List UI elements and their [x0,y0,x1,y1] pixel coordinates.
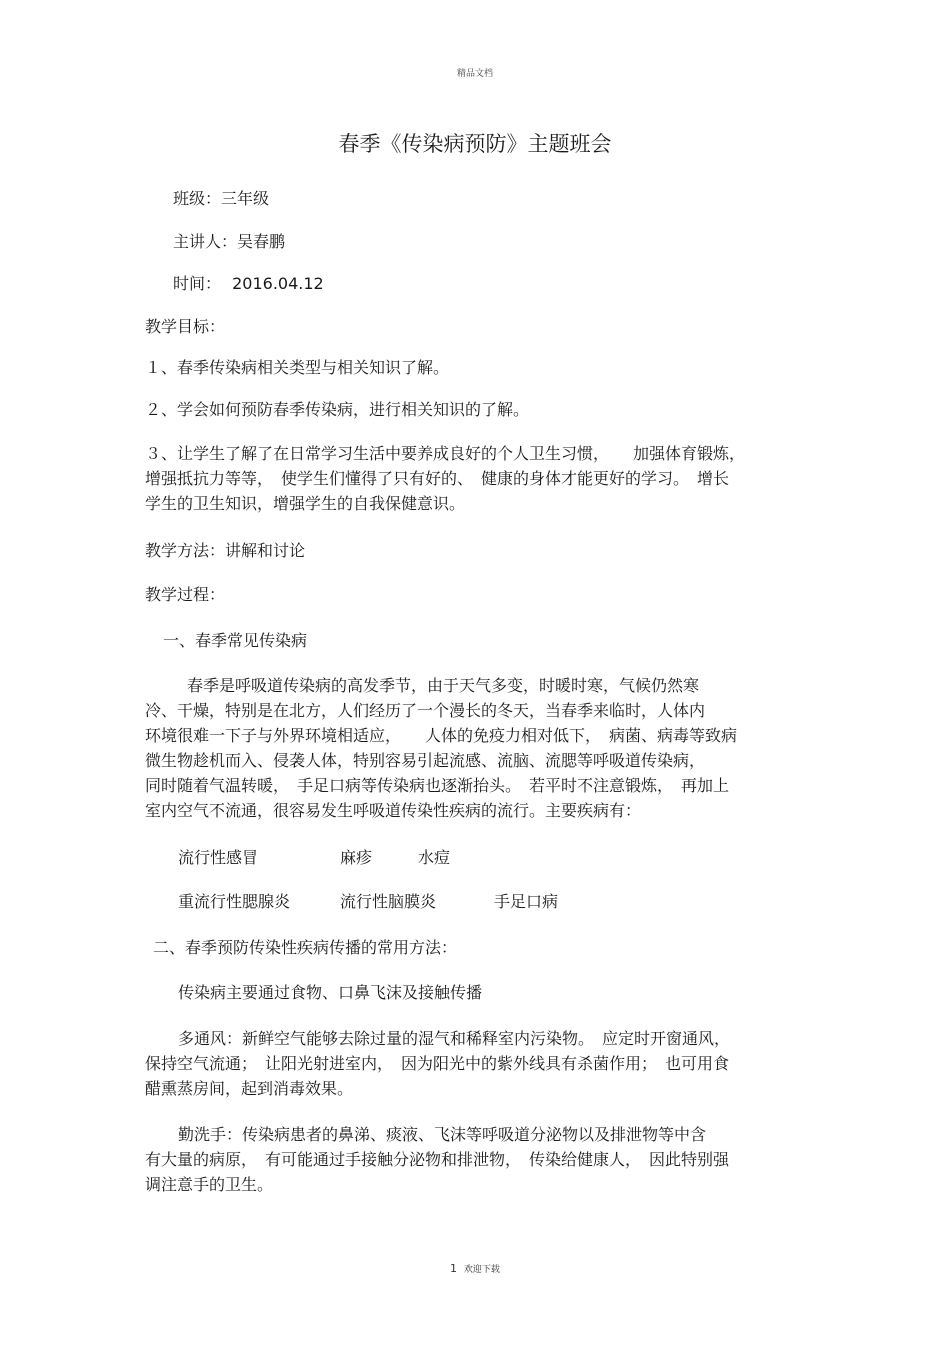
disease-measles: 麻疹 [340,848,373,867]
ventilation-line-3: 醋熏蒸房间，起到消毒效果。 [145,1079,354,1098]
document-title: 春季《传染病预防》主题班会 [338,132,612,156]
section-1-line-5: 同时随着气温转暖， 手足口病等传染病也逐渐抬头。 若平时不注意锻炼， 再加上 [145,776,730,795]
page-footer [0,1262,950,1275]
disease-mumps: 重流行性腮腺炎 [178,892,291,911]
goals-heading: 教学目标： [145,317,226,336]
section-2-title: 二、春季预防传染性疾病传播的常用方法： [153,938,458,957]
goal-1: １、春季传染病相关类型与相关知识了解。 [145,358,450,377]
lecturer-info: 主讲人：吴春鹏 [173,232,286,251]
goal-3-line-1: ３、让学生了解了在日常学习生活中要养成良好的个人卫生习惯， 加强体育锻炼， [145,444,746,463]
ventilation-line-2: 保持空气流通； 让阳光射进室内， 因为阳光中的紫外线具有杀菌作用； 也可用食 [145,1054,730,1073]
section-1-line-2: 冷、干燥，特别是在北方，人们经历了一个漫长的冬天，当春季来临时，人体内 [145,701,706,720]
disease-hfmd: 手足口病 [494,892,559,911]
class-info: 班级：三年级 [173,189,270,208]
section-1-line-4: 微生物趁机而入、侵袭人体，特别容易引起流感、流脑、流腮等呼吸道传染病， [145,751,706,770]
teaching-method: 教学方法：讲解和讨论 [145,541,306,560]
time-value: 2016.04.12 [232,274,324,293]
goal-3-line-3: 学生的卫生知识，增强学生的自我保健意识。 [145,494,466,513]
handwash-line-1: 勤洗手：传染病患者的鼻涕、痰液、飞沫等呼吸道分泌物以及排泄物等中含 [178,1125,707,1144]
section-1-line-1: 春季是呼吸道传染病的高发季节，由于天气多变，时暖时寒，气候仍然寒 [187,676,700,695]
section-1-line-3: 环境很难一下子与外界环境相适应， 人体的免疫力相对低下， 病菌、病毒等致病 [145,726,738,745]
goal-2: ２、学会如何预防春季传染病，进行相关知识的了解。 [145,400,530,419]
ventilation-line-1: 多通风：新鲜空气能够去除过量的湿气和稀释室内污染物。 应定时开窗通风， [178,1029,731,1048]
goal-3-line-2: 增强抵抗力等等， 使学生们懂得了只有好的、 健康的身体才能更好的学习。 增长 [145,469,730,488]
section-1-title: 一、春季常见传染病 [163,631,308,650]
footer-text: 欢迎下载 [463,1265,500,1275]
disease-chickenpox: 水痘 [418,848,451,867]
section-1-line-6: 室内空气不流通，很容易发生呼吸道传染性疾病的流行。主要疾病有： [145,801,642,820]
handwash-line-3: 调注意手的卫生。 [145,1175,274,1194]
process-heading: 教学过程： [145,585,226,604]
page-number: 1 [450,1262,458,1275]
transmission-note: 传染病主要通过食物、口鼻飞沫及接触传播 [178,983,483,1002]
time-label: 时间： [173,274,222,293]
disease-influenza: 流行性感冒 [178,848,259,867]
handwash-line-2: 有大量的病原， 有可能通过手接触分泌物和排泄物， 传染给健康人， 因此特别强 [145,1150,730,1169]
disease-meningitis: 流行性脑膜炎 [340,892,437,911]
time-info [173,271,324,294]
header-note: 精品文档 [456,69,493,79]
